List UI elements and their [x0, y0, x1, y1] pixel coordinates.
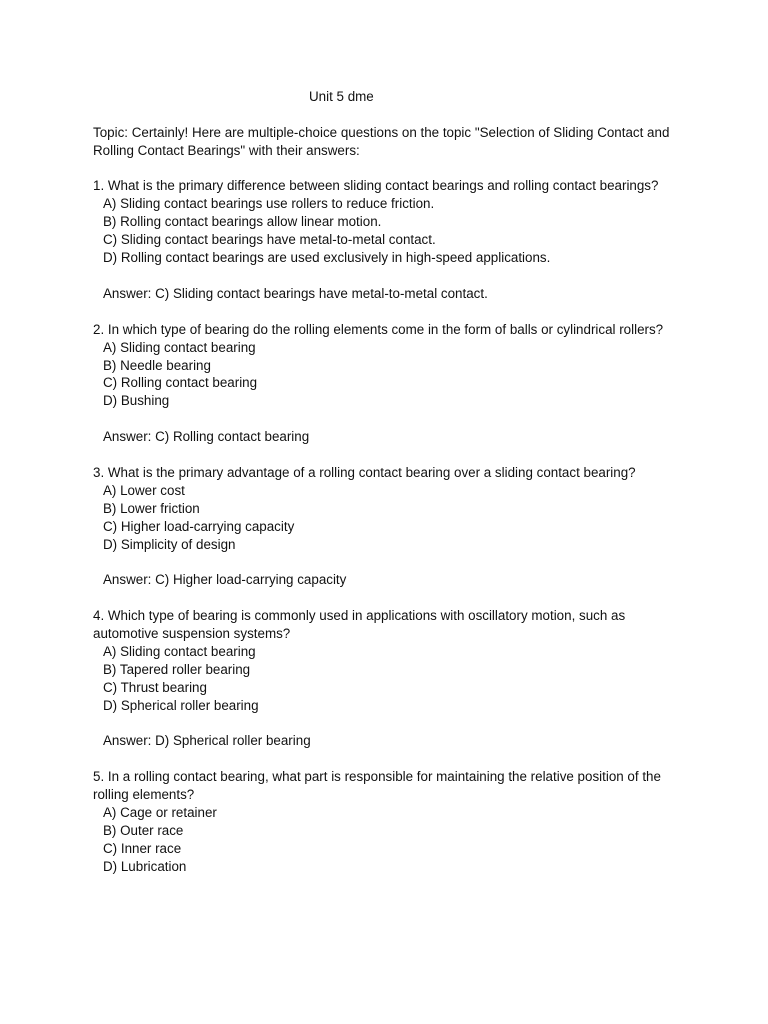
spacer — [93, 410, 693, 428]
answer-option: D) Spherical roller bearing — [103, 697, 259, 713]
document-title: Unit 5 dme — [309, 89, 374, 104]
question-list — [93, 160, 693, 876]
answer-text: Answer: D) Spherical roller bearing — [103, 733, 311, 749]
answer-option: D) Lubrication — [103, 858, 187, 874]
spacer — [93, 106, 693, 124]
answer-text: Answer: C) Sliding contact bearings have metal-to-metal contact. — [103, 285, 488, 301]
question-text: 3. What is the primary advantage of a rolling contact bearing over a sliding contact bearing? — [93, 464, 636, 480]
answer-option: A) Cage or retainer — [103, 805, 217, 821]
answer-option: B) Needle bearing — [103, 357, 211, 373]
spacer — [93, 303, 693, 321]
answer-option: A) Sliding contact bearing — [103, 339, 256, 355]
answer-option: C) Sliding contact bearings have metal-to-metal contact. — [103, 232, 436, 248]
question-block — [93, 464, 693, 589]
spacer — [93, 750, 693, 768]
answer-option: B) Rolling contact bearings allow linear motion. — [103, 214, 382, 230]
answer-option: B) Lower friction — [103, 500, 200, 516]
spacer — [93, 446, 693, 464]
document-content — [93, 88, 693, 876]
question-block — [93, 321, 693, 446]
question-text: 1. What is the primary difference between sliding contact bearings and rolling contact bearings? — [93, 178, 659, 194]
answer-option: A) Lower cost — [103, 482, 185, 498]
answer-option: C) Inner race — [103, 840, 182, 856]
answer-option: C) Thrust bearing — [103, 679, 207, 695]
topic-paragraph: Topic: Certainly! Here are multiple-choice questions on the topic "Selection of Sliding Contact and Rolling Contact Bearings" with their answers: — [93, 124, 670, 158]
question-block — [93, 607, 693, 750]
spacer — [93, 715, 693, 733]
question-block — [93, 768, 693, 875]
spacer — [93, 553, 693, 571]
answer-text: Answer: C) Higher load-carrying capacity — [103, 572, 347, 588]
spacer — [93, 589, 693, 607]
question-block — [93, 177, 693, 302]
spacer — [93, 267, 693, 285]
answer-option: A) Sliding contact bearing — [103, 643, 256, 659]
answer-option: D) Rolling contact bearings are used exclusively in high-speed applications. — [103, 250, 551, 266]
answer-option: B) Outer race — [103, 822, 184, 838]
question-text: 2. In which type of bearing do the rolling elements come in the form of balls or cylindrical rollers? — [93, 321, 664, 337]
spacer — [93, 160, 693, 178]
question-text: 5. In a rolling contact bearing, what part is responsible for maintaining the relative position of the rolling elements? — [93, 769, 661, 803]
answer-option: C) Higher load-carrying capacity — [103, 518, 295, 534]
answer-option: A) Sliding contact bearings use rollers to reduce friction. — [103, 196, 435, 212]
answer-option: C) Rolling contact bearing — [103, 375, 258, 391]
answer-text: Answer: C) Rolling contact bearing — [103, 429, 310, 445]
answer-option: D) Simplicity of design — [103, 536, 236, 552]
answer-option: D) Bushing — [103, 393, 170, 409]
question-text: 4. Which type of bearing is commonly used in applications with oscillatory motion, such as automotive suspension systems? — [93, 608, 626, 642]
answer-option: B) Tapered roller bearing — [103, 661, 251, 677]
